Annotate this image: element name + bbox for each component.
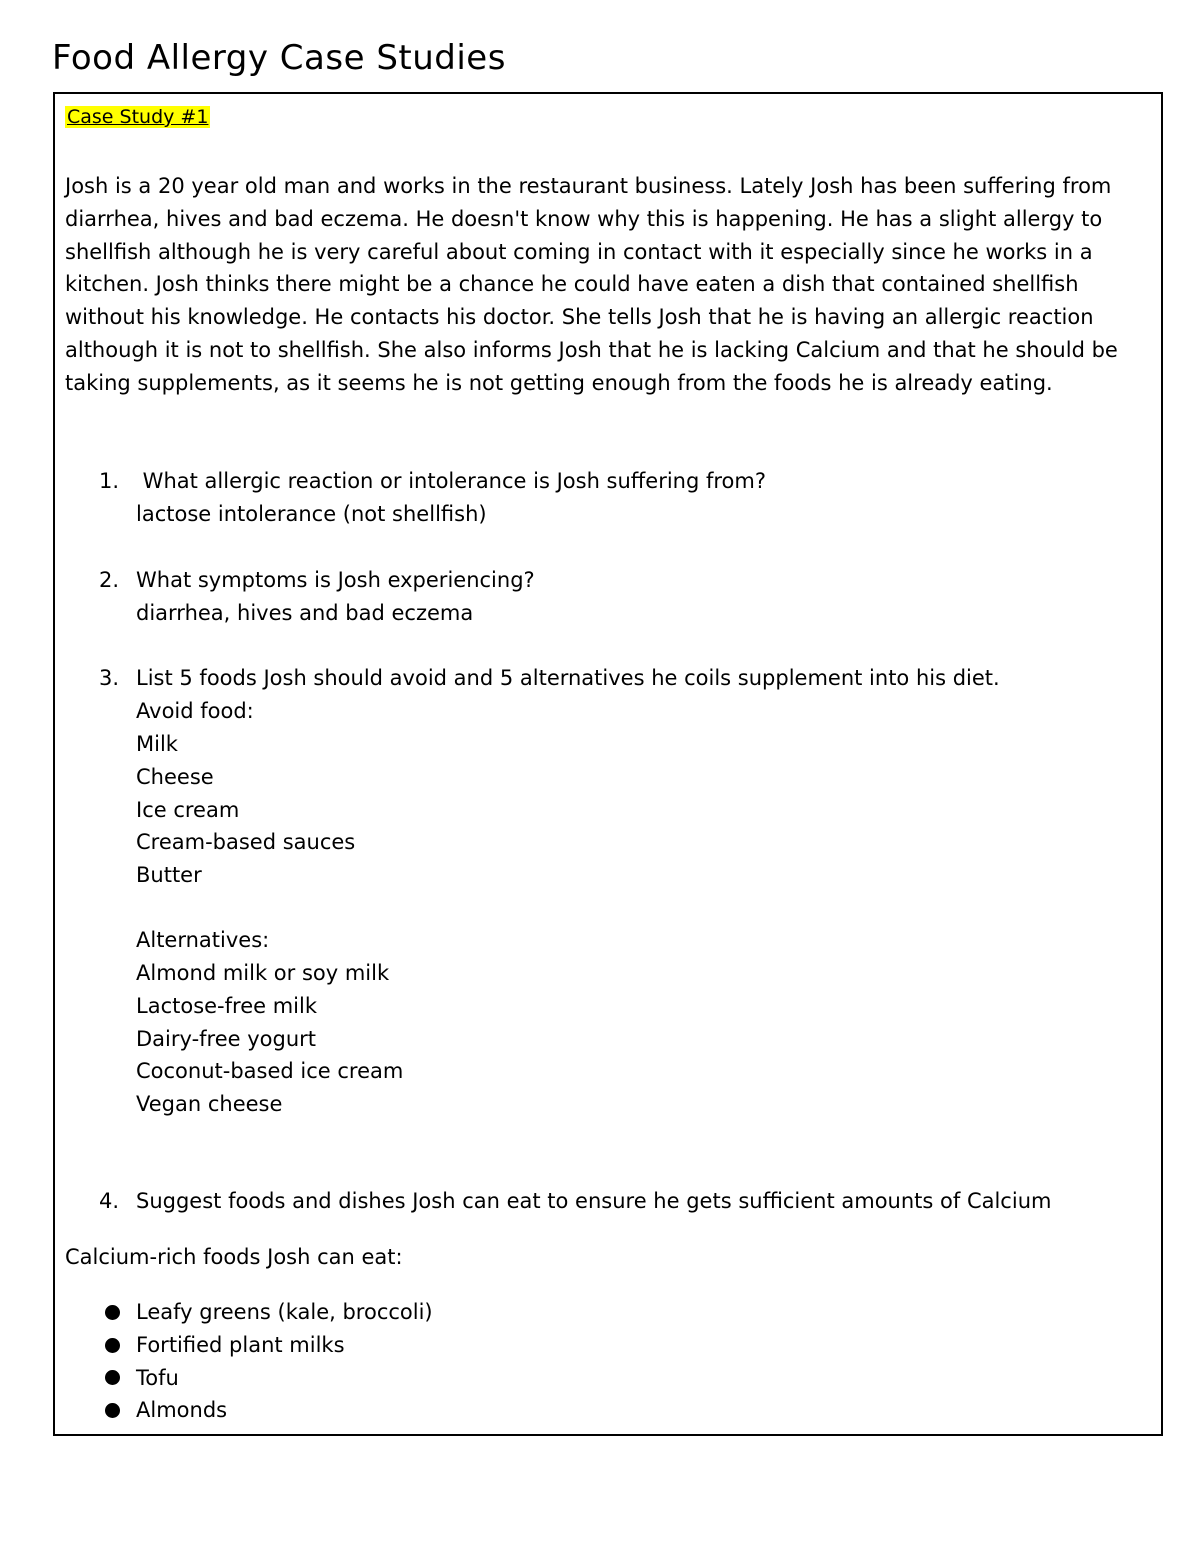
avoid-food-list [136,728,355,892]
question-1-number: 1. [99,469,120,493]
question-4-number: 4. [99,1189,120,1213]
question-2-text: What symptoms is Josh experiencing? [136,568,535,592]
bullet-icon [105,1338,120,1353]
list-item-text: Almonds [136,1398,228,1423]
page-title: Food Allergy Case Studies [52,38,506,78]
bullet-icon [105,1370,120,1385]
list-item: Almond milk or soy milk [136,961,390,985]
list-item [105,1362,433,1395]
case-intro-paragraph: Josh is a 20 year old man and works in the restaurant business. Lately Josh has been suffering from diarrhea, hives and bad eczema. He doesn't know why this is happening. He has a slight allergy to shellfish although he is very careful about coming in contact with it especially since he works in a kitchen. Josh thinks there might be a chance he could have eaten a dish that contained shellfish without his knowledge. He contacts his doctor. She tells Josh that he is having an allergic reaction although it is not to shellfish. She also informs Josh that he is lacking Calcium and that he should be taking supplements, as it seems he is not getting enough from the foods he is already eating. [65,174,1118,395]
list-item: Vegan cheese [136,1092,283,1117]
alternatives-heading: Alternatives: [136,928,270,952]
list-item-text: Tofu [136,1365,179,1390]
question-4 [99,1185,1051,1218]
calcium-foods-heading: Calcium-rich foods Josh can eat: [65,1245,403,1269]
bullet-icon [105,1403,120,1418]
question-3-text: List 5 foods Josh should avoid and 5 alternatives he coils supplement into his diet. [136,666,1000,690]
list-item: Ice cream [136,797,240,822]
question-2 [99,564,535,597]
avoid-heading: Avoid food: [136,699,254,723]
question-2-number: 2. [99,568,120,592]
question-4-text: Suggest foods and dishes Josh can eat to ensure he gets sufficient amounts of Calcium [136,1189,1052,1213]
list-item: Coconut-based ice cream [136,1059,404,1084]
case-study-heading: Case Study #1 [67,106,209,128]
list-item: Cheese [136,764,214,789]
list-item: Butter [136,863,202,888]
calcium-foods-list [105,1296,433,1427]
question-1 [99,465,766,498]
list-item: Lactose-free milk [136,993,318,1018]
question-3 [99,662,1000,695]
question-1-text: What allergic reaction or intolerance is Josh suffering from? [136,469,766,493]
list-item [105,1394,433,1427]
list-item-text: Fortified plant milks [136,1332,345,1357]
bullet-icon [105,1305,120,1320]
list-item: Milk [136,732,178,756]
case-study-box [53,92,1163,1436]
alternatives-list [136,957,403,1121]
list-item-text: Leafy greens (kale, broccoli) [136,1300,433,1324]
question-3-number: 3. [99,666,120,690]
list-item: Cream-based sauces [136,830,356,855]
answer-2: diarrhea, hives and bad eczema [136,601,474,625]
answer-1: lactose intolerance (not shellfish) [136,502,487,526]
list-item [105,1329,433,1362]
list-item [105,1296,433,1329]
list-item: Dairy-free yogurt [136,1026,317,1051]
